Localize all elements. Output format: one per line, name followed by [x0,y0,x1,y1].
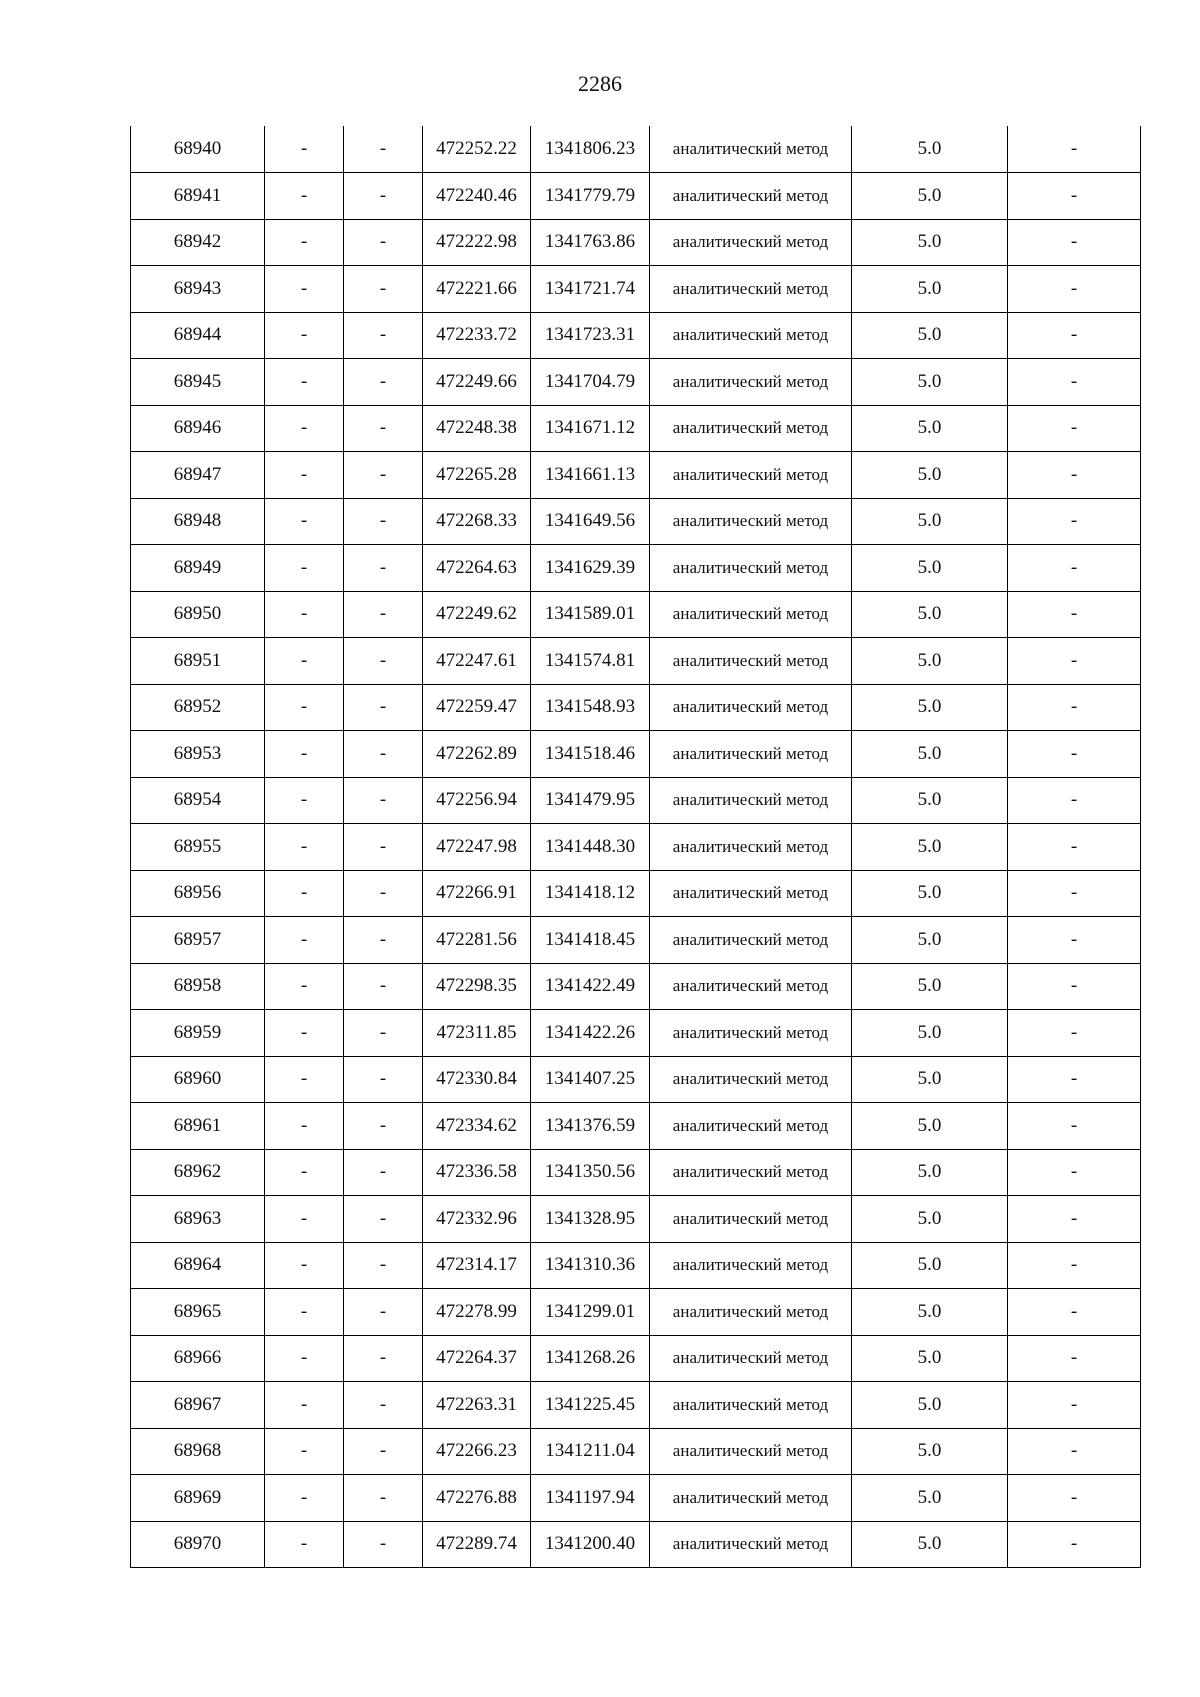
empty-cell-a: - [265,452,344,499]
empty-cell-a: - [265,1056,344,1103]
empty-cell-a: - [265,359,344,406]
table-row [131,219,1141,266]
table-row [131,1475,1141,1522]
point-number-cell: 68969 [131,1475,265,1522]
point-number-cell: 68940 [131,126,265,173]
table-body [131,126,1141,1568]
y-coordinate-cell: 1341310.36 [531,1242,650,1289]
empty-cell-a: - [265,405,344,452]
point-number-cell: 68949 [131,545,265,592]
point-number-cell: 68942 [131,219,265,266]
empty-cell-b: - [344,731,423,778]
accuracy-cell: 5.0 [852,1521,1008,1568]
empty-cell-b: - [344,591,423,638]
x-coordinate-cell: 472311.85 [423,1010,531,1057]
table-row [131,1056,1141,1103]
note-cell: - [1008,1428,1141,1475]
point-number-cell: 68970 [131,1521,265,1568]
table-row [131,359,1141,406]
method-cell: аналитический метод [650,1428,852,1475]
y-coordinate-cell: 1341661.13 [531,452,650,499]
y-coordinate-cell: 1341299.01 [531,1289,650,1336]
x-coordinate-cell: 472240.46 [423,173,531,220]
table-row [131,963,1141,1010]
table-row [131,1289,1141,1336]
table-row [131,1103,1141,1150]
y-coordinate-cell: 1341779.79 [531,173,650,220]
empty-cell-a: - [265,1475,344,1522]
note-cell: - [1008,405,1141,452]
y-coordinate-cell: 1341589.01 [531,591,650,638]
y-coordinate-cell: 1341704.79 [531,359,650,406]
accuracy-cell: 5.0 [852,777,1008,824]
empty-cell-b: - [344,173,423,220]
point-number-cell: 68957 [131,917,265,964]
y-coordinate-cell: 1341268.26 [531,1335,650,1382]
accuracy-cell: 5.0 [852,219,1008,266]
accuracy-cell: 5.0 [852,545,1008,592]
y-coordinate-cell: 1341422.49 [531,963,650,1010]
note-cell: - [1008,126,1141,173]
empty-cell-a: - [265,266,344,313]
note-cell: - [1008,173,1141,220]
method-cell: аналитический метод [650,219,852,266]
x-coordinate-cell: 472266.23 [423,1428,531,1475]
method-cell: аналитический метод [650,1196,852,1243]
empty-cell-b: - [344,777,423,824]
empty-cell-b: - [344,1242,423,1289]
x-coordinate-cell: 472263.31 [423,1382,531,1429]
coordinates-table [130,126,1141,1568]
x-coordinate-cell: 472298.35 [423,963,531,1010]
y-coordinate-cell: 1341518.46 [531,731,650,778]
empty-cell-b: - [344,1289,423,1336]
x-coordinate-cell: 472278.99 [423,1289,531,1336]
point-number-cell: 68967 [131,1382,265,1429]
empty-cell-a: - [265,684,344,731]
method-cell: аналитический метод [650,731,852,778]
point-number-cell: 68961 [131,1103,265,1150]
empty-cell-b: - [344,498,423,545]
y-coordinate-cell: 1341671.12 [531,405,650,452]
empty-cell-a: - [265,1289,344,1336]
table-row [131,777,1141,824]
accuracy-cell: 5.0 [852,824,1008,871]
y-coordinate-cell: 1341407.25 [531,1056,650,1103]
empty-cell-b: - [344,1428,423,1475]
note-cell: - [1008,1475,1141,1522]
accuracy-cell: 5.0 [852,1242,1008,1289]
method-cell: аналитический метод [650,1010,852,1057]
x-coordinate-cell: 472262.89 [423,731,531,778]
note-cell: - [1008,219,1141,266]
method-cell: аналитический метод [650,1103,852,1150]
point-number-cell: 68968 [131,1428,265,1475]
empty-cell-a: - [265,545,344,592]
x-coordinate-cell: 472281.56 [423,917,531,964]
x-coordinate-cell: 472332.96 [423,1196,531,1243]
table-row [131,591,1141,638]
y-coordinate-cell: 1341479.95 [531,777,650,824]
method-cell: аналитический метод [650,824,852,871]
accuracy-cell: 5.0 [852,870,1008,917]
x-coordinate-cell: 472247.98 [423,824,531,871]
note-cell: - [1008,963,1141,1010]
accuracy-cell: 5.0 [852,452,1008,499]
table-row [131,1149,1141,1196]
point-number-cell: 68954 [131,777,265,824]
method-cell: аналитический метод [650,870,852,917]
point-number-cell: 68950 [131,591,265,638]
x-coordinate-cell: 472276.88 [423,1475,531,1522]
empty-cell-a: - [265,824,344,871]
y-coordinate-cell: 1341763.86 [531,219,650,266]
accuracy-cell: 5.0 [852,1289,1008,1336]
accuracy-cell: 5.0 [852,1382,1008,1429]
note-cell: - [1008,545,1141,592]
accuracy-cell: 5.0 [852,917,1008,964]
method-cell: аналитический метод [650,545,852,592]
accuracy-cell: 5.0 [852,591,1008,638]
note-cell: - [1008,1382,1141,1429]
table-row [131,1382,1141,1429]
point-number-cell: 68951 [131,638,265,685]
empty-cell-a: - [265,917,344,964]
table-row [131,731,1141,778]
empty-cell-b: - [344,1056,423,1103]
note-cell: - [1008,1289,1141,1336]
y-coordinate-cell: 1341548.93 [531,684,650,731]
point-number-cell: 68958 [131,963,265,1010]
method-cell: аналитический метод [650,1242,852,1289]
empty-cell-b: - [344,126,423,173]
accuracy-cell: 5.0 [852,312,1008,359]
x-coordinate-cell: 472264.63 [423,545,531,592]
accuracy-cell: 5.0 [852,266,1008,313]
note-cell: - [1008,1010,1141,1057]
note-cell: - [1008,1149,1141,1196]
empty-cell-b: - [344,545,423,592]
accuracy-cell: 5.0 [852,1103,1008,1150]
point-number-cell: 68966 [131,1335,265,1382]
table-row [131,870,1141,917]
y-coordinate-cell: 1341211.04 [531,1428,650,1475]
y-coordinate-cell: 1341574.81 [531,638,650,685]
accuracy-cell: 5.0 [852,405,1008,452]
y-coordinate-cell: 1341649.56 [531,498,650,545]
note-cell: - [1008,452,1141,499]
empty-cell-b: - [344,917,423,964]
empty-cell-a: - [265,1521,344,1568]
method-cell: аналитический метод [650,126,852,173]
method-cell: аналитический метод [650,359,852,406]
x-coordinate-cell: 472289.74 [423,1521,531,1568]
y-coordinate-cell: 1341200.40 [531,1521,650,1568]
table-row [131,1242,1141,1289]
note-cell: - [1008,1103,1141,1150]
x-coordinate-cell: 472248.38 [423,405,531,452]
note-cell: - [1008,917,1141,964]
point-number-cell: 68941 [131,173,265,220]
empty-cell-b: - [344,963,423,1010]
point-number-cell: 68963 [131,1196,265,1243]
x-coordinate-cell: 472330.84 [423,1056,531,1103]
empty-cell-b: - [344,452,423,499]
table-row [131,1521,1141,1568]
point-number-cell: 68964 [131,1242,265,1289]
accuracy-cell: 5.0 [852,731,1008,778]
y-coordinate-cell: 1341418.45 [531,917,650,964]
accuracy-cell: 5.0 [852,1010,1008,1057]
point-number-cell: 68955 [131,824,265,871]
y-coordinate-cell: 1341350.56 [531,1149,650,1196]
empty-cell-a: - [265,1196,344,1243]
point-number-cell: 68943 [131,266,265,313]
empty-cell-a: - [265,1428,344,1475]
point-number-cell: 68952 [131,684,265,731]
empty-cell-a: - [265,638,344,685]
y-coordinate-cell: 1341328.95 [531,1196,650,1243]
y-coordinate-cell: 1341376.59 [531,1103,650,1150]
empty-cell-a: - [265,1335,344,1382]
method-cell: аналитический метод [650,498,852,545]
table-row [131,452,1141,499]
x-coordinate-cell: 472222.98 [423,219,531,266]
empty-cell-a: - [265,731,344,778]
note-cell: - [1008,1242,1141,1289]
empty-cell-b: - [344,1521,423,1568]
empty-cell-b: - [344,824,423,871]
empty-cell-b: - [344,638,423,685]
note-cell: - [1008,498,1141,545]
x-coordinate-cell: 472314.17 [423,1242,531,1289]
table-row [131,684,1141,731]
empty-cell-b: - [344,266,423,313]
y-coordinate-cell: 1341806.23 [531,126,650,173]
table-row [131,405,1141,452]
method-cell: аналитический метод [650,266,852,313]
method-cell: аналитический метод [650,312,852,359]
accuracy-cell: 5.0 [852,638,1008,685]
empty-cell-b: - [344,219,423,266]
x-coordinate-cell: 472256.94 [423,777,531,824]
method-cell: аналитический метод [650,1335,852,1382]
empty-cell-b: - [344,312,423,359]
empty-cell-a: - [265,777,344,824]
table-row [131,1335,1141,1382]
note-cell: - [1008,359,1141,406]
point-number-cell: 68962 [131,1149,265,1196]
note-cell: - [1008,684,1141,731]
empty-cell-b: - [344,1475,423,1522]
point-number-cell: 68945 [131,359,265,406]
table-row [131,638,1141,685]
empty-cell-b: - [344,1335,423,1382]
accuracy-cell: 5.0 [852,1428,1008,1475]
empty-cell-a: - [265,591,344,638]
x-coordinate-cell: 472252.22 [423,126,531,173]
method-cell: аналитический метод [650,1382,852,1429]
note-cell: - [1008,638,1141,685]
method-cell: аналитический метод [650,1056,852,1103]
x-coordinate-cell: 472268.33 [423,498,531,545]
table-row [131,498,1141,545]
method-cell: аналитический метод [650,1289,852,1336]
empty-cell-a: - [265,498,344,545]
point-number-cell: 68960 [131,1056,265,1103]
y-coordinate-cell: 1341418.12 [531,870,650,917]
empty-cell-a: - [265,1010,344,1057]
table-row [131,917,1141,964]
x-coordinate-cell: 472249.66 [423,359,531,406]
note-cell: - [1008,824,1141,871]
method-cell: аналитический метод [650,1149,852,1196]
x-coordinate-cell: 472221.66 [423,266,531,313]
table-row [131,545,1141,592]
method-cell: аналитический метод [650,684,852,731]
empty-cell-b: - [344,359,423,406]
empty-cell-a: - [265,126,344,173]
point-number-cell: 68948 [131,498,265,545]
x-coordinate-cell: 472233.72 [423,312,531,359]
accuracy-cell: 5.0 [852,498,1008,545]
method-cell: аналитический метод [650,638,852,685]
note-cell: - [1008,731,1141,778]
empty-cell-b: - [344,1149,423,1196]
empty-cell-a: - [265,870,344,917]
empty-cell-b: - [344,1196,423,1243]
point-number-cell: 68965 [131,1289,265,1336]
method-cell: аналитический метод [650,777,852,824]
empty-cell-b: - [344,1010,423,1057]
empty-cell-a: - [265,963,344,1010]
point-number-cell: 68953 [131,731,265,778]
point-number-cell: 68956 [131,870,265,917]
y-coordinate-cell: 1341629.39 [531,545,650,592]
accuracy-cell: 5.0 [852,1149,1008,1196]
y-coordinate-cell: 1341721.74 [531,266,650,313]
table-row [131,126,1141,173]
empty-cell-a: - [265,1382,344,1429]
x-coordinate-cell: 472336.58 [423,1149,531,1196]
method-cell: аналитический метод [650,591,852,638]
accuracy-cell: 5.0 [852,684,1008,731]
empty-cell-a: - [265,1103,344,1150]
x-coordinate-cell: 472265.28 [423,452,531,499]
method-cell: аналитический метод [650,452,852,499]
table-row [131,1010,1141,1057]
accuracy-cell: 5.0 [852,1335,1008,1382]
x-coordinate-cell: 472259.47 [423,684,531,731]
table-row [131,173,1141,220]
note-cell: - [1008,591,1141,638]
method-cell: аналитический метод [650,405,852,452]
table-row [131,1196,1141,1243]
empty-cell-b: - [344,405,423,452]
empty-cell-b: - [344,1103,423,1150]
table-row [131,266,1141,313]
x-coordinate-cell: 472249.62 [423,591,531,638]
method-cell: аналитический метод [650,1475,852,1522]
empty-cell-b: - [344,1382,423,1429]
empty-cell-a: - [265,1242,344,1289]
accuracy-cell: 5.0 [852,1056,1008,1103]
x-coordinate-cell: 472334.62 [423,1103,531,1150]
note-cell: - [1008,870,1141,917]
method-cell: аналитический метод [650,173,852,220]
y-coordinate-cell: 1341448.30 [531,824,650,871]
accuracy-cell: 5.0 [852,1196,1008,1243]
table-row [131,312,1141,359]
point-number-cell: 68959 [131,1010,265,1057]
x-coordinate-cell: 472247.61 [423,638,531,685]
point-number-cell: 68946 [131,405,265,452]
empty-cell-a: - [265,1149,344,1196]
x-coordinate-cell: 472264.37 [423,1335,531,1382]
note-cell: - [1008,312,1141,359]
page-number: 2286 [578,71,622,96]
x-coordinate-cell: 472266.91 [423,870,531,917]
note-cell: - [1008,777,1141,824]
accuracy-cell: 5.0 [852,1475,1008,1522]
table-row [131,1428,1141,1475]
accuracy-cell: 5.0 [852,963,1008,1010]
empty-cell-a: - [265,312,344,359]
empty-cell-a: - [265,173,344,220]
accuracy-cell: 5.0 [852,173,1008,220]
note-cell: - [1008,266,1141,313]
y-coordinate-cell: 1341225.45 [531,1382,650,1429]
empty-cell-b: - [344,684,423,731]
y-coordinate-cell: 1341422.26 [531,1010,650,1057]
note-cell: - [1008,1196,1141,1243]
empty-cell-a: - [265,219,344,266]
point-number-cell: 68947 [131,452,265,499]
accuracy-cell: 5.0 [852,359,1008,406]
note-cell: - [1008,1056,1141,1103]
empty-cell-b: - [344,870,423,917]
method-cell: аналитический метод [650,917,852,964]
point-number-cell: 68944 [131,312,265,359]
accuracy-cell: 5.0 [852,126,1008,173]
y-coordinate-cell: 1341197.94 [531,1475,650,1522]
y-coordinate-cell: 1341723.31 [531,312,650,359]
table-row [131,824,1141,871]
method-cell: аналитический метод [650,963,852,1010]
note-cell: - [1008,1521,1141,1568]
method-cell: аналитический метод [650,1521,852,1568]
note-cell: - [1008,1335,1141,1382]
